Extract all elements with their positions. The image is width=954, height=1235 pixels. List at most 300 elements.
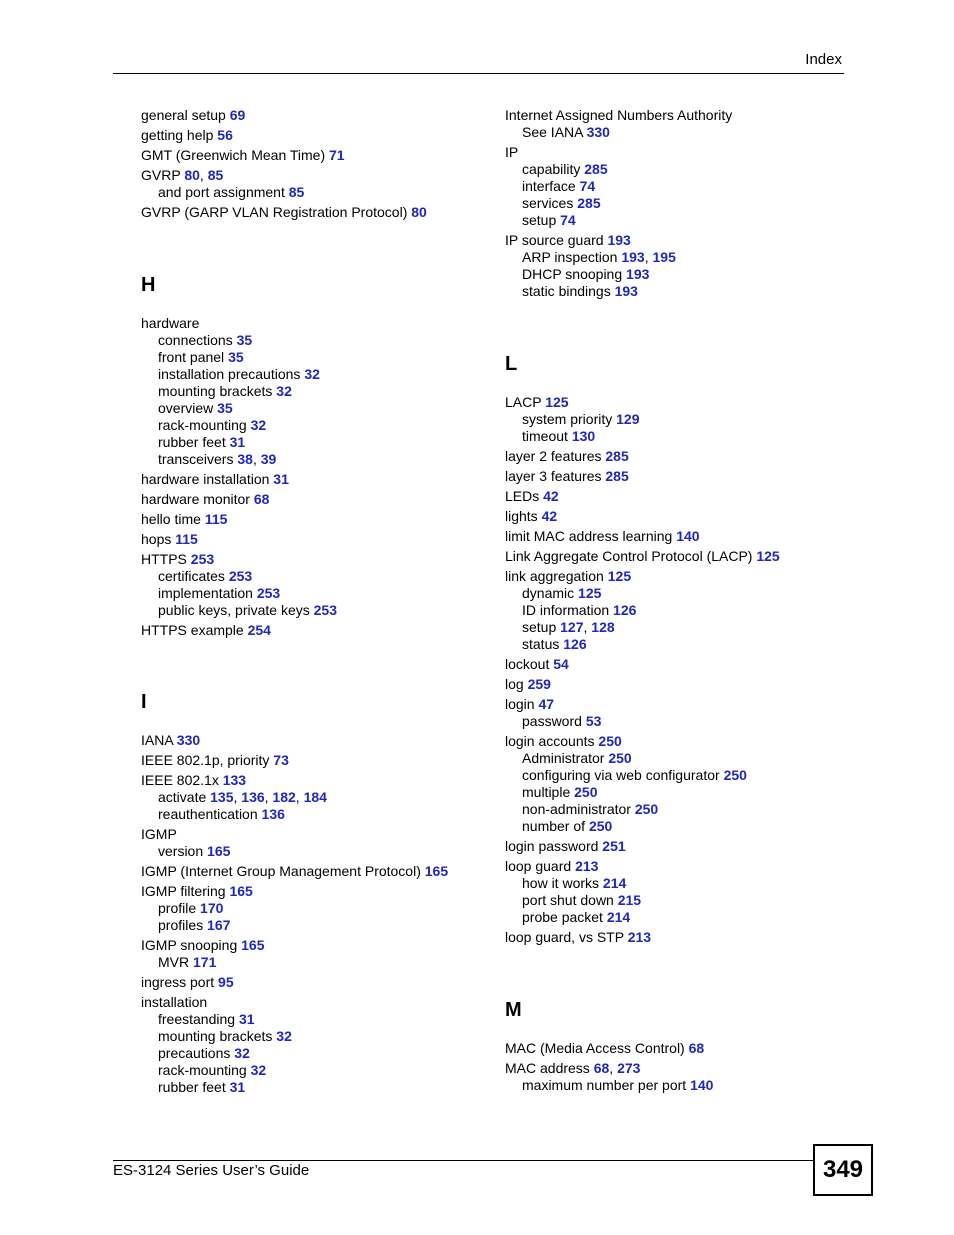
page-reference-link[interactable]: 193 [626, 266, 650, 282]
index-term-text: hardware [141, 315, 200, 331]
page-reference-link[interactable]: 330 [586, 124, 610, 140]
index-term-text: ID information [522, 602, 610, 618]
index-term-text: IEEE 802.1p, priority [141, 752, 270, 768]
index-term-text: IGMP (Internet Group Management Protocol) [141, 863, 421, 879]
page-reference-link[interactable]: 125 [545, 394, 569, 410]
index-subentry [505, 875, 835, 892]
index-term [505, 508, 835, 525]
index-term [141, 491, 481, 508]
index-term [141, 826, 481, 843]
index-term [505, 838, 835, 855]
index-term-text: timeout [522, 428, 568, 444]
index-term-text: certificates [158, 568, 225, 584]
page-reference-link[interactable]: 254 [247, 622, 271, 638]
section-letter-i: I [141, 691, 147, 713]
page-reference-link[interactable]: 128 [591, 619, 615, 635]
index-term-text: capability [522, 161, 581, 177]
index-term [505, 656, 835, 673]
index-term-text: how it works [522, 875, 600, 891]
index-term: MAC address 68, 273 [505, 1060, 641, 1076]
index-term [141, 147, 481, 164]
index-term-text: configuring via web configurator [522, 767, 720, 783]
index-entry [505, 568, 835, 653]
index-term [141, 127, 481, 144]
index-subentry [141, 917, 481, 934]
page-reference-link[interactable]: 259 [527, 676, 551, 692]
page-reference-link[interactable]: 85 [207, 167, 224, 183]
index-subentry [141, 1079, 481, 1096]
index-entry [141, 127, 481, 144]
index-term [505, 929, 835, 946]
page-reference-link[interactable]: 165 [207, 843, 231, 859]
page-reference-link[interactable]: 32 [276, 383, 292, 399]
page-reference-link[interactable]: 135 [210, 789, 234, 805]
index-term-text: loop guard, vs STP [505, 929, 624, 945]
section-letter-h: H [141, 274, 156, 296]
index-term-text: profile [158, 900, 197, 916]
page-reference-link[interactable]: 31 [238, 1011, 255, 1027]
index-term-text: login password [505, 838, 599, 854]
page-reference-link[interactable]: 285 [605, 448, 629, 464]
index-term-text: rubber feet [158, 1079, 226, 1095]
index-subentry [505, 212, 835, 229]
index-entry [505, 508, 835, 525]
index-term [141, 772, 481, 789]
index-term-text: IEEE 802.1x [141, 772, 219, 788]
page-reference-link[interactable]: 251 [602, 838, 626, 854]
index-term-text: MAC address [505, 1060, 590, 1076]
index-term-text: DHCP snooping [522, 266, 623, 282]
page-reference-link[interactable]: 125 [607, 568, 632, 584]
index-entry [505, 488, 835, 505]
page-reference-link[interactable]: 35 [228, 349, 244, 365]
index-entry [141, 491, 481, 508]
page-reference-link[interactable]: 39 [260, 451, 277, 467]
index-term-text: mounting brackets [158, 383, 273, 399]
index-subentry [505, 767, 835, 784]
index-term-text: Administrator [522, 750, 605, 766]
index-term-text: HTTPS [141, 551, 187, 567]
index-term-text: IP source guard [505, 232, 604, 248]
index-term-text: limit MAC address learning [505, 528, 673, 544]
page-reference-link[interactable]: 35 [217, 400, 233, 416]
page-reference-link[interactable]: 253 [256, 585, 281, 601]
index-subentry [141, 806, 481, 823]
page-reference-link[interactable]: 171 [193, 954, 217, 970]
index-term [141, 732, 481, 749]
index-subentry [141, 585, 481, 602]
index-entry [505, 838, 835, 855]
index-term-text: reauthentication [158, 806, 258, 822]
index-subentry [141, 1028, 481, 1045]
index-term-text: GMT (Greenwich Mean Time) [141, 147, 326, 163]
index-subentry: activate 135, 136, 182, 184 [158, 789, 327, 805]
page-reference-link[interactable]: 214 [602, 875, 627, 891]
index-term-text: rack-mounting [158, 1062, 247, 1078]
index-subentry [141, 1045, 481, 1062]
index-term: GVRP 80, 85 [141, 167, 224, 183]
page-reference-link[interactable]: 115 [204, 511, 228, 527]
index-term-text: ARP inspection [522, 249, 618, 265]
index-term-text: setup [522, 619, 557, 635]
index-entry [141, 167, 481, 201]
index-subentry [505, 195, 835, 212]
index-term-text: precautions [158, 1045, 231, 1061]
page-reference-link[interactable]: 167 [207, 917, 231, 933]
index-subentry [505, 283, 835, 300]
index-subentry [505, 1077, 835, 1094]
index-entry [505, 929, 835, 946]
index-term [141, 107, 481, 124]
page-reference-link[interactable]: 165 [424, 863, 449, 879]
index-term-text: hardware monitor [141, 491, 250, 507]
index-subentry [141, 1062, 481, 1079]
index-term [505, 468, 835, 485]
index-term [141, 752, 481, 769]
index-term-text: IGMP snooping [141, 937, 238, 953]
index-term-text: link aggregation [505, 568, 604, 584]
index-term-text: HTTPS example [141, 622, 244, 638]
index-term-text: rack-mounting [158, 417, 247, 433]
index-subentry [141, 184, 481, 201]
index-subentry [505, 124, 835, 141]
index-term [505, 548, 835, 565]
index-term-text: activate [158, 789, 207, 805]
index-term [141, 622, 481, 639]
index-subentry: ARP inspection 193, 195 [522, 249, 676, 265]
page-reference-link[interactable]: 56 [217, 127, 233, 143]
index-subentry [505, 784, 835, 801]
index-term-text: installation precautions [158, 366, 301, 382]
index-entry [505, 733, 835, 835]
page-reference-link[interactable]: 250 [723, 767, 747, 783]
page-reference-link[interactable]: 126 [613, 602, 637, 618]
index-term [141, 531, 481, 548]
index-entry [141, 204, 481, 221]
index-term [505, 568, 835, 585]
index-term-text: hello time [141, 511, 201, 527]
page-reference-link[interactable]: 285 [584, 161, 608, 177]
index-subentry [141, 843, 481, 860]
index-entry [141, 863, 481, 880]
page-reference-link[interactable]: 129 [616, 411, 640, 427]
page-reference-link[interactable]: 140 [690, 1077, 714, 1093]
index-subentry [505, 636, 835, 653]
page-reference-link[interactable]: 250 [574, 784, 598, 800]
index-term-text: layer 3 features [505, 468, 602, 484]
index-term-text: login [505, 696, 535, 712]
index-subentry [505, 892, 835, 909]
index-entry [505, 676, 835, 693]
page-reference-link[interactable]: 31 [229, 1079, 246, 1095]
index-subentry [141, 383, 481, 400]
header-title: Index [805, 51, 842, 68]
index-term-text: lockout [505, 656, 550, 672]
index-term-text: multiple [522, 784, 571, 800]
index-column-left [141, 107, 481, 1096]
index-term [505, 528, 835, 545]
page-reference-link[interactable]: 250 [588, 818, 613, 834]
index-term-text: and port assignment [158, 184, 285, 200]
page-reference-link[interactable]: 126 [563, 636, 587, 652]
page-reference-link[interactable]: 213 [627, 929, 652, 945]
page-reference-link[interactable]: 125 [578, 585, 602, 601]
page-reference-link[interactable]: 42 [543, 488, 559, 504]
index-entry [141, 937, 481, 971]
page-reference-link[interactable]: 85 [288, 184, 305, 200]
page-reference-link[interactable]: 285 [605, 468, 629, 484]
index-term-text: Internet Assigned Numbers Authority [505, 107, 733, 123]
index-term-text: status [522, 636, 560, 652]
index-entry [141, 107, 481, 124]
page-reference-link[interactable]: 38 [237, 451, 253, 467]
index-entry [141, 732, 481, 749]
page-reference-link[interactable]: 74 [579, 178, 596, 194]
index-term-text: MVR [158, 954, 190, 970]
page-reference-link[interactable]: 47 [538, 696, 555, 712]
index-entry [505, 858, 835, 926]
index-term-text: See IANA [522, 124, 583, 140]
section-letter-l: L [505, 353, 518, 375]
page-reference-link[interactable]: 133 [222, 772, 247, 788]
index-subentry [141, 602, 481, 619]
page-reference-link[interactable]: 253 [313, 602, 337, 618]
page-reference-link[interactable]: 250 [598, 733, 622, 749]
index-subentry [141, 349, 481, 366]
page-reference-link[interactable]: 136 [261, 806, 285, 822]
index-term [141, 863, 481, 880]
index-column-right [505, 107, 835, 1094]
index-subentry [505, 602, 835, 619]
index-term-text: freestanding [158, 1011, 236, 1027]
index-term-text: LEDs [505, 488, 540, 504]
page-reference-link[interactable]: 214 [606, 909, 631, 925]
index-term [141, 471, 481, 488]
page-reference-link[interactable]: 253 [228, 568, 253, 584]
index-term-text: connections [158, 332, 233, 348]
index-term-text: mounting brackets [158, 1028, 273, 1044]
page-reference-link[interactable]: 32 [234, 1045, 250, 1061]
page-reference-link[interactable]: 215 [617, 892, 642, 908]
index-term [141, 974, 481, 991]
page-reference-link[interactable]: 182 [272, 789, 296, 805]
index-subentry [505, 713, 835, 730]
index-term [505, 448, 835, 465]
index-entry [505, 548, 835, 565]
index-term-text: hardware installation [141, 471, 270, 487]
index-term-text: non-administrator [522, 801, 631, 817]
index-entry [505, 1060, 835, 1094]
page-reference-link[interactable]: 193 [614, 283, 638, 299]
page-reference-link[interactable]: 71 [329, 147, 345, 163]
page-number: 349 [813, 1144, 873, 1196]
index-subentry [505, 428, 835, 445]
index-term-text: getting help [141, 127, 214, 143]
page-reference-link[interactable]: 140 [676, 528, 700, 544]
index-subentry [141, 400, 481, 417]
page-reference-link[interactable]: 125 [756, 548, 780, 564]
page-reference-link[interactable]: 193 [621, 249, 645, 265]
index-entry [141, 315, 481, 468]
index-term [505, 394, 835, 411]
page-reference-link[interactable]: 136 [241, 789, 265, 805]
index-term [505, 107, 835, 124]
index-subentry [141, 1011, 481, 1028]
page-reference-link[interactable]: 32 [250, 417, 267, 433]
page-reference-link[interactable]: 193 [607, 232, 631, 248]
index-term [141, 315, 481, 332]
index-term-text: dynamic [522, 585, 575, 601]
index-subentry [505, 801, 835, 818]
index-subentry [505, 161, 835, 178]
page-reference-link[interactable]: 54 [553, 656, 569, 672]
index-term-text: static bindings [522, 283, 611, 299]
index-entry [141, 551, 481, 619]
index-entry [141, 752, 481, 769]
index-term [505, 488, 835, 505]
index-term-text: hops [141, 531, 172, 547]
index-term-text: LACP [505, 394, 542, 410]
page-reference-link[interactable]: 74 [560, 212, 576, 228]
page-reference-link[interactable]: 68 [688, 1040, 705, 1056]
footer-guide-title: ES-3124 Series User’s Guide [113, 1162, 310, 1179]
page-reference-link[interactable]: 213 [575, 858, 599, 874]
index-subentry [505, 266, 835, 283]
index-term-text: ingress port [141, 974, 215, 990]
index-term [505, 232, 835, 249]
page-reference-link[interactable]: 32 [250, 1062, 267, 1078]
index-term-text: public keys, private keys [158, 602, 310, 618]
index-subentry [141, 332, 481, 349]
index-entry [505, 232, 835, 300]
page-reference-link[interactable]: 32 [304, 366, 320, 382]
index-term-text: probe packet [522, 909, 603, 925]
index-term [505, 696, 835, 713]
index-subentry [505, 818, 835, 835]
index-term [141, 551, 481, 568]
page-reference-link[interactable]: 273 [617, 1060, 641, 1076]
index-subentry [141, 568, 481, 585]
index-subentry [141, 900, 481, 917]
index-entry [141, 622, 481, 639]
index-term-text: profiles [158, 917, 204, 933]
index-term-text: lights [505, 508, 538, 524]
page-reference-link[interactable]: 73 [273, 752, 289, 768]
page-reference-link[interactable]: 68 [253, 491, 270, 507]
index-subentry [505, 909, 835, 926]
index-term-text: number of [522, 818, 586, 834]
index-term-text: log [505, 676, 524, 692]
page-reference-link[interactable]: 115 [175, 531, 198, 547]
page-reference-link[interactable]: 165 [241, 937, 265, 953]
index-entry [141, 994, 481, 1096]
index-term-text: system priority [522, 411, 613, 427]
page-reference-link[interactable]: 165 [229, 883, 253, 899]
index-term-text: port shut down [522, 892, 614, 908]
index-entry [505, 528, 835, 545]
index-entry [141, 471, 481, 488]
page-reference-link[interactable]: 184 [303, 789, 327, 805]
index-term-text: services [522, 195, 574, 211]
index-subentry [141, 366, 481, 383]
page-reference-link[interactable]: 32 [276, 1028, 292, 1044]
index-term [505, 1040, 835, 1057]
page-reference-link[interactable]: 42 [541, 508, 558, 524]
index-term [505, 733, 835, 750]
index-term [141, 994, 481, 1011]
page-reference-link[interactable]: 68 [593, 1060, 610, 1076]
index-entry [141, 826, 481, 860]
page-reference-link[interactable]: 31 [229, 434, 246, 450]
index-entry [141, 531, 481, 548]
index-entry [505, 696, 835, 730]
section-letter-m: M [505, 999, 522, 1021]
index-subentry: transceivers 38, 39 [158, 451, 277, 467]
page-reference-link[interactable]: 330 [176, 732, 201, 748]
index-term-text: GVRP [141, 167, 181, 183]
index-term-text: password [522, 713, 582, 729]
index-term-text: general setup [141, 107, 226, 123]
index-term-text: overview [158, 400, 214, 416]
page-reference-link[interactable]: 130 [571, 428, 596, 444]
index-subentry [505, 411, 835, 428]
index-subentry [141, 954, 481, 971]
index-term [141, 511, 481, 528]
page-reference-link[interactable]: 127 [560, 619, 584, 635]
page-reference-link[interactable]: 69 [229, 107, 246, 123]
index-entry [141, 511, 481, 528]
index-term-text: loop guard [505, 858, 572, 874]
index-entry [505, 107, 835, 141]
index-term-text: layer 2 features [505, 448, 602, 464]
page-reference-link[interactable]: 250 [608, 750, 632, 766]
index-term-text: version [158, 843, 204, 859]
page-reference-link[interactable]: 285 [577, 195, 601, 211]
index-term-text: front panel [158, 349, 225, 365]
page-reference-link[interactable]: 250 [634, 801, 659, 817]
index-term [505, 676, 835, 693]
index-entry [505, 1040, 835, 1057]
page-reference-link[interactable]: 195 [652, 249, 676, 265]
index-term [141, 937, 481, 954]
index-term-text: IP [505, 144, 519, 160]
index-term-text: maximum number per port [522, 1077, 687, 1093]
index-entry [505, 656, 835, 673]
index-term-text: GVRP (GARP VLAN Registration Protocol) [141, 204, 408, 220]
index-term [505, 144, 835, 161]
index-subentry [505, 750, 835, 767]
page-reference-link[interactable]: 95 [218, 974, 234, 990]
index-term-text: transceivers [158, 451, 234, 467]
index-term-text: rubber feet [158, 434, 226, 450]
page-reference-link[interactable]: 80 [411, 204, 427, 220]
index-subentry [141, 434, 481, 451]
page-reference-link[interactable]: 253 [190, 551, 215, 567]
index-term-text: MAC (Media Access Control) [505, 1040, 685, 1056]
index-term-text: Link Aggregate Control Protocol (LACP) [505, 548, 753, 564]
index-subentry [505, 178, 835, 195]
index-term-text: IANA [141, 732, 173, 748]
page-reference-link[interactable]: 53 [585, 713, 602, 729]
page-reference-link[interactable]: 170 [200, 900, 224, 916]
page-reference-link[interactable]: 80 [184, 167, 200, 183]
index-subentry [505, 585, 835, 602]
index-entry [141, 974, 481, 991]
index-term-text: login accounts [505, 733, 595, 749]
page-reference-link[interactable]: 35 [236, 332, 253, 348]
index-term-text: interface [522, 178, 576, 194]
page-reference-link[interactable]: 31 [273, 471, 289, 487]
